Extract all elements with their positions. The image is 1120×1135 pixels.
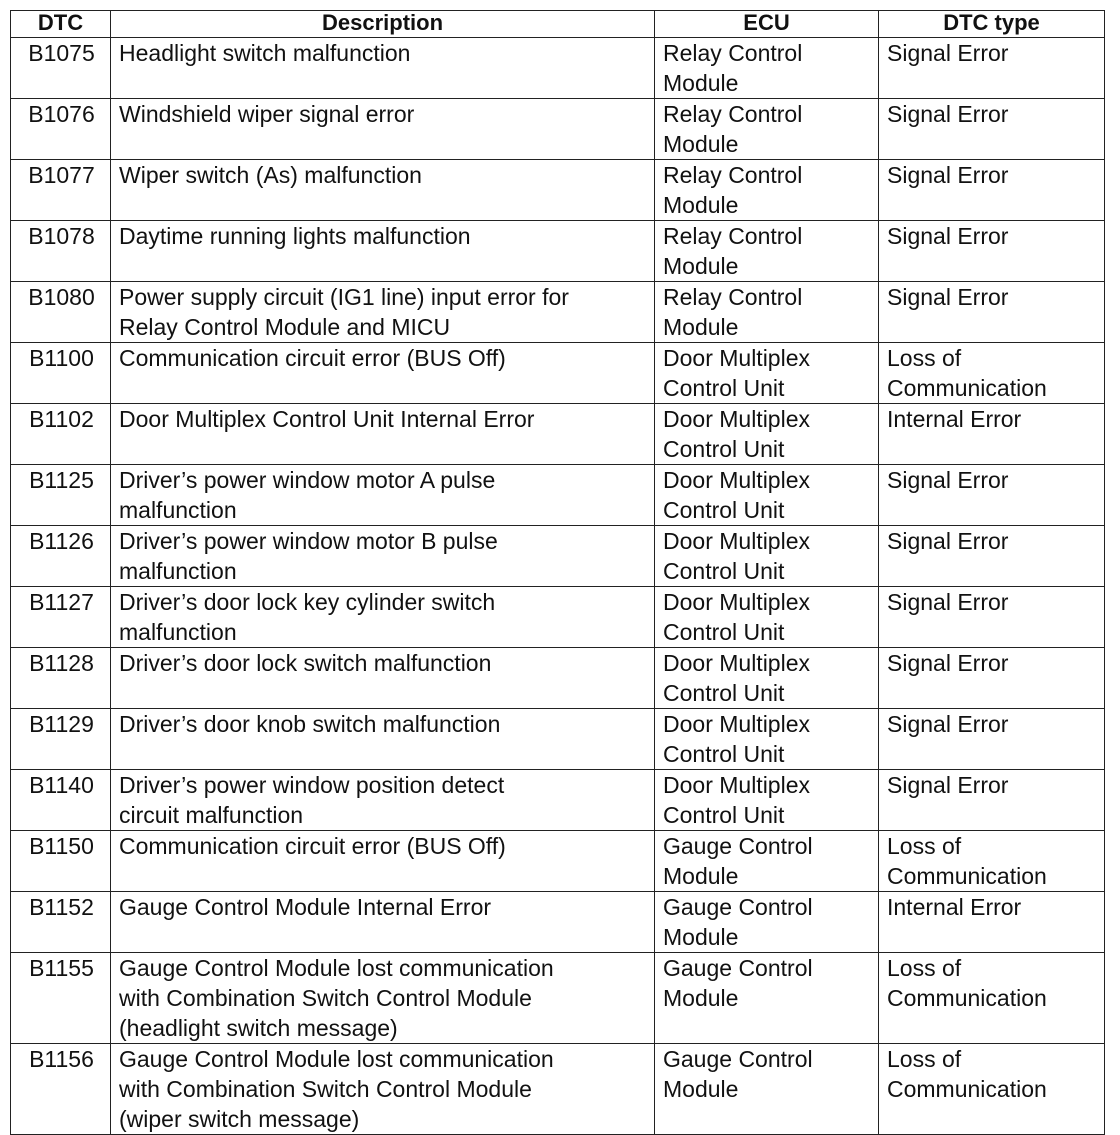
table-row [11, 282, 1105, 343]
dtc-type: Loss of Communication [879, 831, 1105, 892]
dtc-type: Signal Error [879, 770, 1105, 831]
dtc-code: B1127 [11, 587, 111, 648]
dtc-ecu: Relay Control Module [655, 221, 879, 282]
dtc-code: B1126 [11, 526, 111, 587]
dtc-ecu: Door Multiplex Control Unit [655, 526, 879, 587]
table-row [11, 1044, 1105, 1135]
dtc-type: Signal Error [879, 709, 1105, 770]
dtc-code: B1078 [11, 221, 111, 282]
dtc-type: Signal Error [879, 38, 1105, 99]
table-row [11, 892, 1105, 953]
dtc-code: B1128 [11, 648, 111, 709]
dtc-code: B1155 [11, 953, 111, 1044]
dtc-code: B1075 [11, 38, 111, 99]
dtc-type: Loss of Communication [879, 953, 1105, 1044]
table-row [11, 38, 1105, 99]
dtc-ecu: Door Multiplex Control Unit [655, 587, 879, 648]
dtc-ecu: Gauge Control Module [655, 1044, 879, 1135]
dtc-type: Internal Error [879, 404, 1105, 465]
dtc-type: Signal Error [879, 282, 1105, 343]
dtc-code: B1129 [11, 709, 111, 770]
dtc-ecu: Relay Control Module [655, 160, 879, 221]
table-row [11, 587, 1105, 648]
dtc-code: B1150 [11, 831, 111, 892]
table-row [11, 221, 1105, 282]
table-row [11, 709, 1105, 770]
dtc-description: Door Multiplex Control Unit Internal Error [111, 404, 655, 465]
dtc-ecu: Door Multiplex Control Unit [655, 648, 879, 709]
table-row [11, 770, 1105, 831]
dtc-ecu: Door Multiplex Control Unit [655, 404, 879, 465]
dtc-description: Wiper switch (As) malfunction [111, 160, 655, 221]
dtc-ecu: Door Multiplex Control Unit [655, 465, 879, 526]
table-header-row [11, 11, 1105, 38]
dtc-code: B1152 [11, 892, 111, 953]
dtc-ecu: Gauge Control Module [655, 831, 879, 892]
dtc-ecu: Relay Control Module [655, 282, 879, 343]
dtc-description: Communication circuit error (BUS Off) [111, 831, 655, 892]
dtc-code: B1077 [11, 160, 111, 221]
dtc-type: Signal Error [879, 587, 1105, 648]
dtc-description: Daytime running lights malfunction [111, 221, 655, 282]
dtc-ecu: Door Multiplex Control Unit [655, 709, 879, 770]
dtc-type: Signal Error [879, 221, 1105, 282]
table-row [11, 99, 1105, 160]
dtc-description: Driver’s power window motor A pulse malfunction [111, 465, 655, 526]
dtc-ecu: Door Multiplex Control Unit [655, 343, 879, 404]
dtc-description: Driver’s door lock key cylinder switch malfunction [111, 587, 655, 648]
dtc-description: Communication circuit error (BUS Off) [111, 343, 655, 404]
table-row [11, 953, 1105, 1044]
dtc-description: Driver’s power window position detect circuit malfunction [111, 770, 655, 831]
header-description: Description [111, 11, 655, 38]
dtc-code: B1100 [11, 343, 111, 404]
dtc-description: Driver’s door lock switch malfunction [111, 648, 655, 709]
dtc-type: Signal Error [879, 160, 1105, 221]
dtc-type: Signal Error [879, 465, 1105, 526]
dtc-description: Driver’s door knob switch malfunction [111, 709, 655, 770]
dtc-ecu: Relay Control Module [655, 38, 879, 99]
table-row [11, 465, 1105, 526]
dtc-type: Internal Error [879, 892, 1105, 953]
header-ecu: ECU [655, 11, 879, 38]
dtc-type: Signal Error [879, 648, 1105, 709]
dtc-ecu: Gauge Control Module [655, 892, 879, 953]
dtc-description: Gauge Control Module lost communication with Combination Switch Control Module (wiper switch message) [111, 1044, 655, 1135]
dtc-ecu: Gauge Control Module [655, 953, 879, 1044]
dtc-ecu: Relay Control Module [655, 99, 879, 160]
table-row [11, 831, 1105, 892]
dtc-table [10, 10, 1105, 1135]
table-row [11, 343, 1105, 404]
table-row [11, 160, 1105, 221]
dtc-description: Windshield wiper signal error [111, 99, 655, 160]
dtc-description: Gauge Control Module lost communication with Combination Switch Control Module (headlight switch message) [111, 953, 655, 1044]
table-row [11, 404, 1105, 465]
dtc-description: Power supply circuit (IG1 line) input error for Relay Control Module and MICU [111, 282, 655, 343]
dtc-code: B1140 [11, 770, 111, 831]
dtc-ecu: Door Multiplex Control Unit [655, 770, 879, 831]
dtc-type: Signal Error [879, 99, 1105, 160]
dtc-type: Loss of Communication [879, 343, 1105, 404]
dtc-description: Driver’s power window motor B pulse malfunction [111, 526, 655, 587]
dtc-description: Headlight switch malfunction [111, 38, 655, 99]
dtc-type: Loss of Communication [879, 1044, 1105, 1135]
dtc-code: B1125 [11, 465, 111, 526]
table-row [11, 526, 1105, 587]
header-dtc-type: DTC type [879, 11, 1105, 38]
table-row [11, 648, 1105, 709]
dtc-code: B1076 [11, 99, 111, 160]
dtc-description: Gauge Control Module Internal Error [111, 892, 655, 953]
header-dtc: DTC [11, 11, 111, 38]
dtc-code: B1080 [11, 282, 111, 343]
dtc-code: B1102 [11, 404, 111, 465]
dtc-type: Signal Error [879, 526, 1105, 587]
dtc-code: B1156 [11, 1044, 111, 1135]
